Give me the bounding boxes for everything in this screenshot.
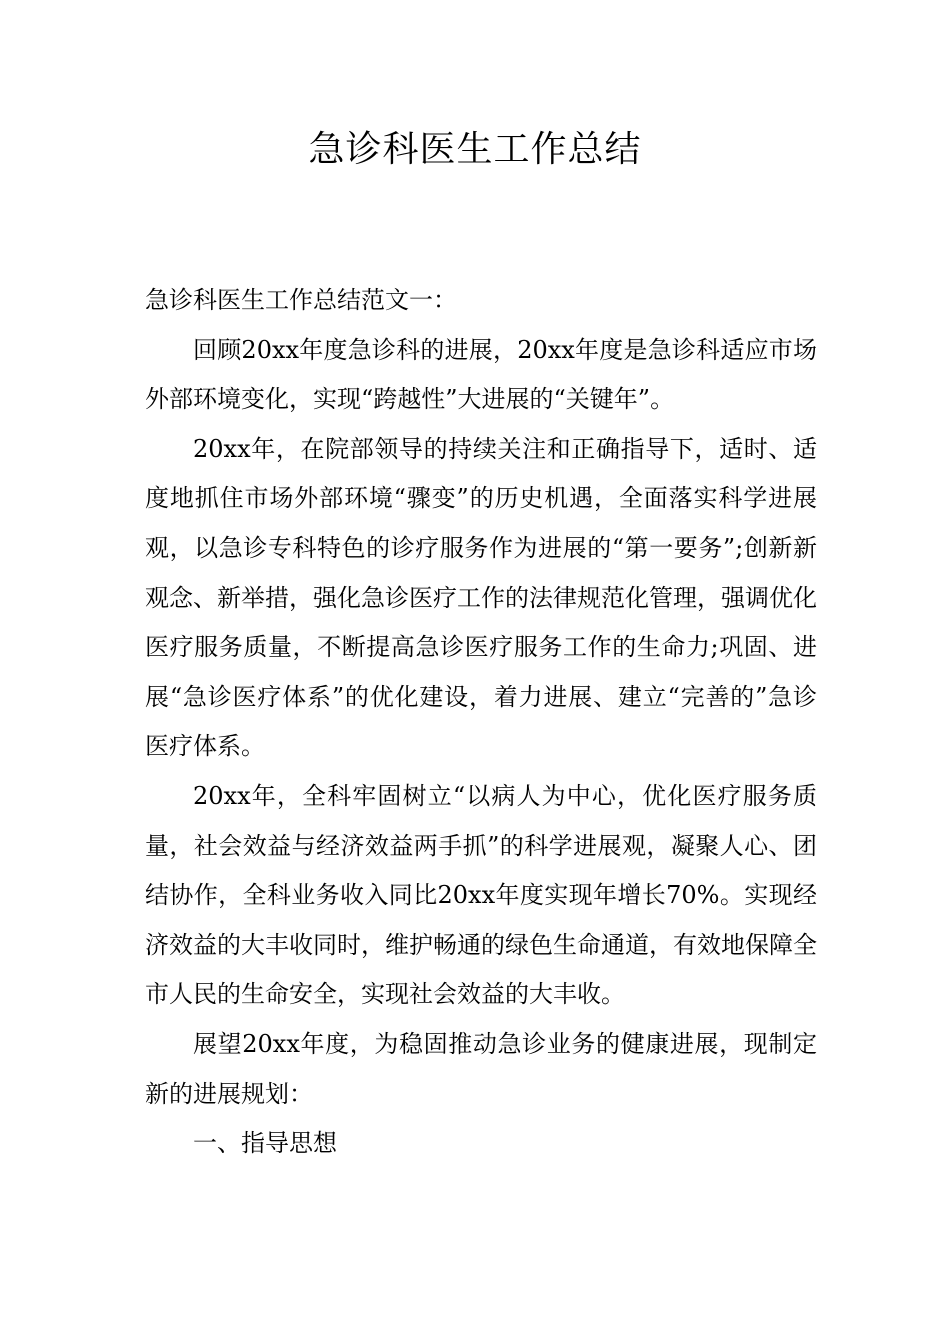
paragraph-outlook: 展望20xx年度，为稳固推动急诊业务的健康进展，现制定新的进展规划： [145, 1029, 817, 1108]
document-body [145, 276, 817, 1169]
section-heading-guiding-thought: 一、指导思想 [193, 1129, 337, 1158]
document-title: 急诊科医生工作总结 [308, 129, 642, 170]
paragraph-review: 回顾20xx年度急诊科的进展，20xx年度是急诊科适应市场外部环境变化，实现“跨越性”大进展的“关键年”。 [145, 335, 817, 414]
paragraph-results: 20xx年，全科牢固树立“以病人为中心，优化医疗服务质量，社会效益与经济效益两手抓”的科学进展观，凝聚人心、团结协作，全科业务收入同比20xx年度实现年增长70%。实现经济效益的大丰收同时，维护畅通的绿色生命通道，有效地保障全市人民的生命安全，实现社会效益的大丰收。 [145, 781, 817, 1009]
intro-line: 急诊科医生工作总结范文一： [145, 286, 457, 314]
paragraph-guidance: 20xx年，在院部领导的持续关注和正确指导下，适时、适度地抓住市场外部环境“骤变”的历史机遇，全面落实科学进展观，以急诊专科特色的诊疗服务作为进展的“第一要务”;创新新观念、新举措，强化急诊医疗工作的法律规范化管理，强调优化医疗服务质量，不断提高急诊医疗服务工作的生命力;巩固、进展“急诊医疗体系”的优化建设，着力进展、建立“完善的”急诊医疗体系。 [145, 434, 817, 761]
